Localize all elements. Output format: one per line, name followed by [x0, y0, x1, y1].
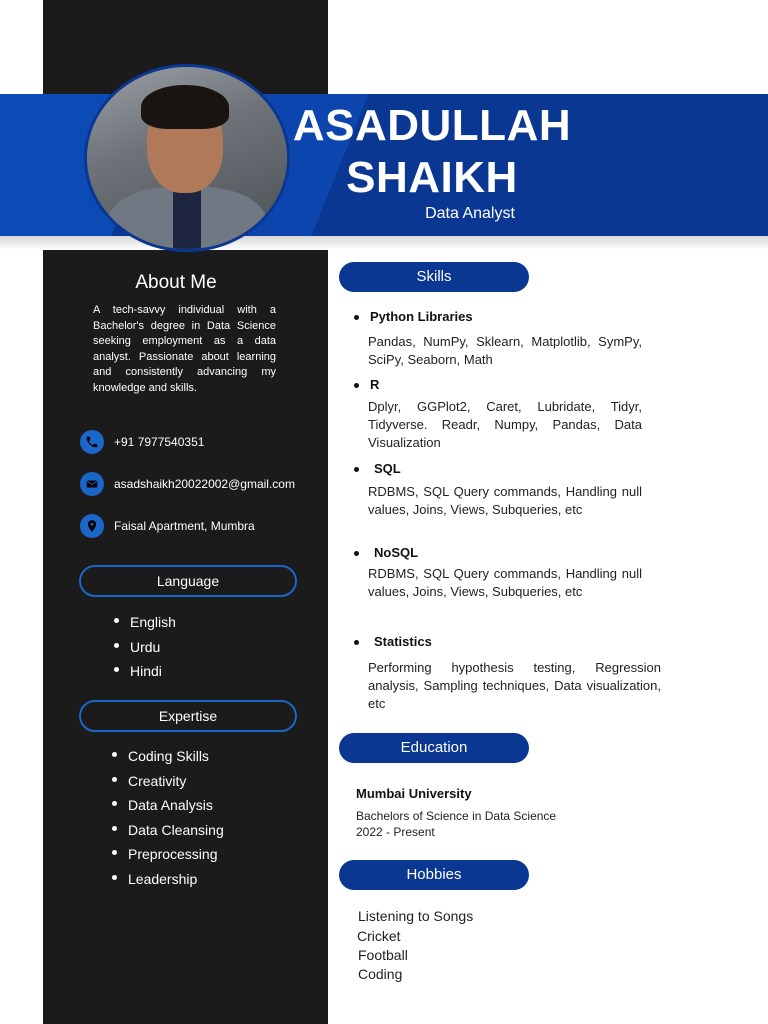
skill-name: Statistics: [374, 634, 432, 649]
expertise-heading: Expertise: [79, 700, 297, 732]
list-item: Data Analysis: [110, 793, 224, 818]
hobbies-heading: Hobbies: [339, 860, 529, 890]
phone-text: +91 7977540351: [114, 435, 205, 449]
language-list: [112, 610, 176, 684]
profile-photo: [84, 64, 290, 252]
skill-detail: RDBMS, SQL Query commands, Handling null values, Joins, Views, Subqueries, etc: [368, 484, 642, 517]
location-pin-icon: [80, 514, 104, 538]
language-heading: Language: [79, 565, 297, 597]
university-name: Mumbai University: [356, 786, 472, 801]
education-period: 2022 - Present: [356, 825, 435, 839]
list-item: English: [112, 610, 176, 635]
skill-name: SQL: [374, 461, 401, 476]
skill-name: R: [370, 377, 379, 392]
expertise-list: [110, 744, 224, 892]
list-item: Football: [358, 947, 408, 963]
list-item: Hindi: [112, 659, 176, 684]
skill-detail: RDBMS, SQL Query commands, Handling null values, Joins, Views, Subqueries, etc: [368, 566, 642, 599]
contact-address: [80, 514, 255, 538]
skill-detail: Dplyr, GGPlot2, Caret, Lubridate, Tidyr, Tidyverse. Readr, Numpy, Pandas, Data Visualization: [368, 399, 642, 450]
list-item: Coding Skills: [110, 744, 224, 769]
list-item: Preprocessing: [110, 842, 224, 867]
list-item: Listening to Songs: [358, 908, 474, 924]
name-line-2: SHAIKH: [346, 153, 518, 202]
email-icon: [80, 472, 104, 496]
list-item: Coding: [358, 966, 403, 982]
skill-detail: Performing hypothesis testing, Regression analysis, Sampling techniques, Data visualization, etc: [368, 660, 661, 711]
list-item: Creativity: [110, 769, 224, 794]
education-heading: Education: [339, 733, 529, 763]
skill-name: NoSQL: [374, 545, 418, 560]
candidate-name: [292, 100, 572, 204]
address-text: Faisal Apartment, Mumbra: [114, 519, 255, 533]
about-title: About Me: [135, 272, 217, 293]
skills-heading: Skills: [339, 262, 529, 292]
list-item: Leadership: [110, 867, 224, 892]
contact-phone: [80, 430, 204, 454]
list-item: Data Cleansing: [110, 818, 224, 843]
name-line-1: ASADULLAH: [292, 101, 572, 150]
contact-email: [80, 472, 295, 496]
skill-detail: Pandas, NumPy, Sklearn, Matplotlib, SymPy, SciPy, Seaborn, Math: [368, 334, 642, 367]
email-text: asadshaikh20022002@gmail.com: [114, 477, 295, 491]
about-text: A tech-savvy individual with a Bachelor's degree in Data Science seeking employment as a data analyst. Passionate about learning and consistently advancing my knowledge and skills.: [93, 304, 276, 394]
phone-icon: [80, 430, 104, 454]
list-item: Cricket: [357, 928, 401, 944]
job-title: Data Analyst: [425, 205, 515, 222]
skill-name: Python Libraries: [370, 309, 473, 324]
list-item: Urdu: [112, 635, 176, 660]
degree-text: Bachelors of Science in Data Science: [356, 809, 557, 823]
